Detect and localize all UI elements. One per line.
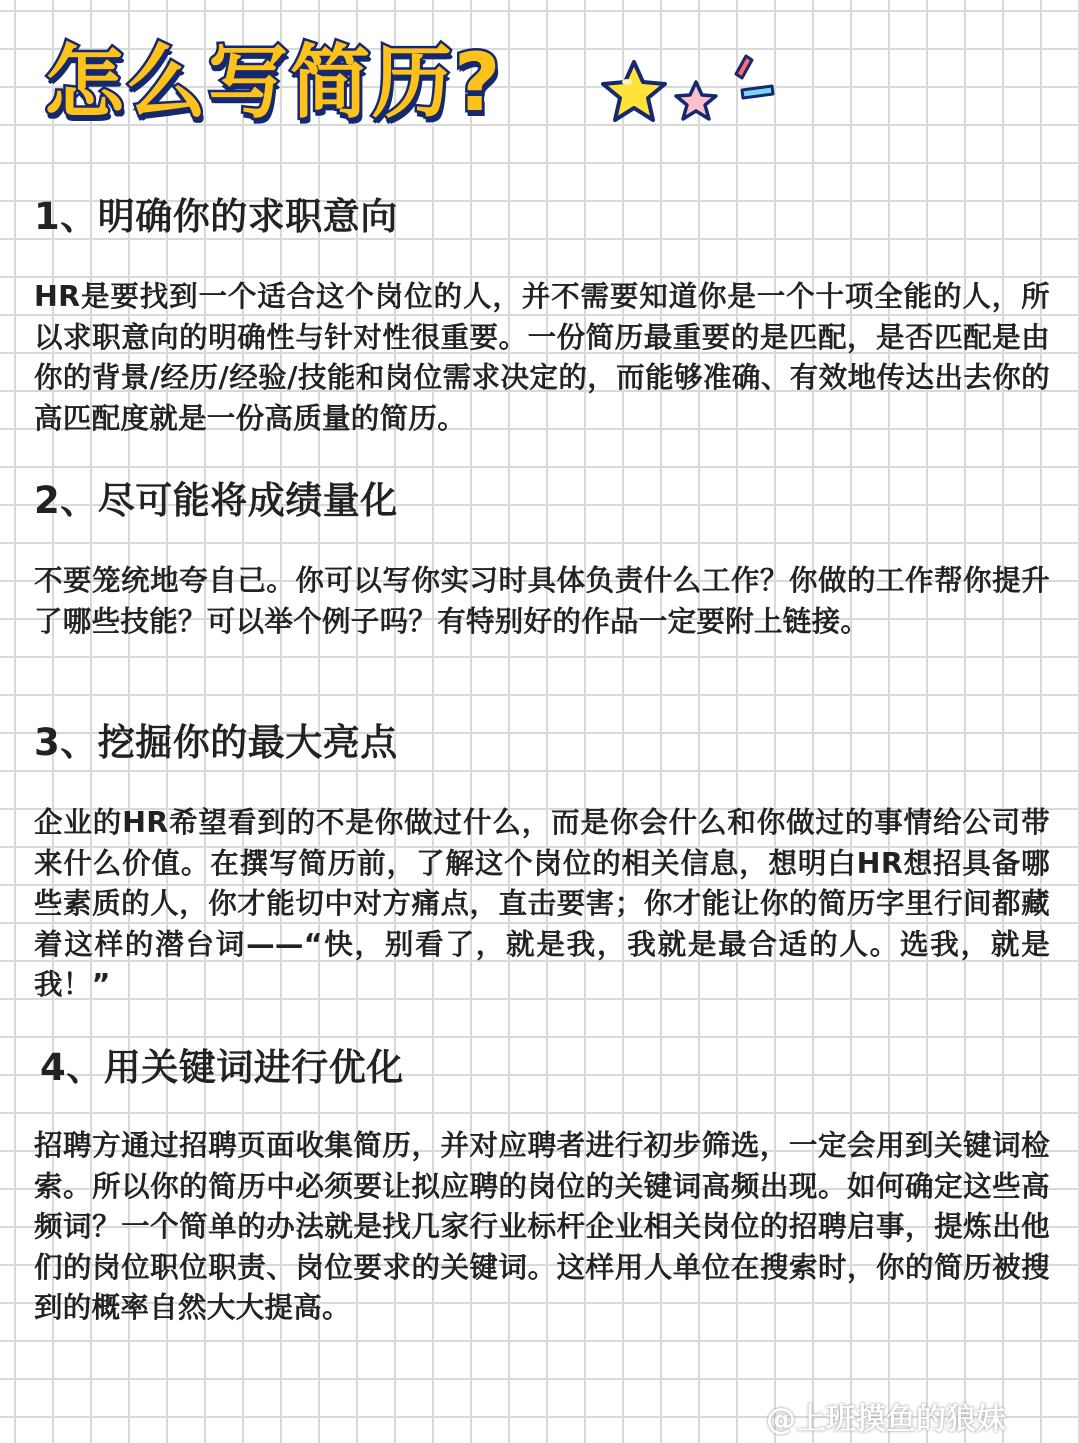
sparkle-icon (736, 56, 773, 98)
section-4 (40, 1044, 1050, 1092)
pink-star-icon (676, 82, 716, 119)
section-heading: 3、挖掘你的最大亮点 (34, 721, 398, 764)
section-1 (34, 193, 1050, 439)
section-heading: 4、用关键词进行优化 (40, 1046, 404, 1089)
section-3 (34, 719, 1050, 1006)
section-heading: 1、明确你的求职意向 (34, 195, 398, 238)
section-body: 不要笼统地夸自己。你可以写你实习时具体负责什么工作？你做的工作帮你提升了哪些技能？可以举个例子吗？有特别好的作品一定要附上链接。 (34, 564, 1050, 638)
page-title: 怎么写简历? (44, 36, 503, 129)
yellow-star-icon (603, 62, 665, 120)
title-banner (44, 28, 604, 148)
section-heading: 2、尽可能将成绩量化 (34, 479, 398, 522)
section-4-body (34, 1126, 1050, 1329)
section-body: 招聘方通过招聘页面收集简历，并对应聘者进行初步筛选，一定会用到关键词检索。所以你的简历中必须要让拟应聘的岗位的关键词高频出现。如何确定这些高频词？一个简单的办法就是找几家行业标杆企业相关岗位的招聘启事，提炼出他们的岗位职位职责、岗位要求的关键词。这样用人单位在搜索时，你的简历被搜到的概率自然大大提高。 (34, 1129, 1050, 1324)
section-body: HR是要找到一个适合这个岗位的人，并不需要知道你是一个十项全能的人，所以求职意向的明确性与针对性很重要。一份简历最重要的是匹配，是否匹配是由你的背景/经历/经验/技能和岗位需求决定的，而能够准确、有效地传达出去你的高匹配度就是一份高质量的简历。 (34, 280, 1050, 435)
author-watermark: @上班摸鱼的狼妹 (766, 1402, 1006, 1437)
section-body: 企业的HR希望看到的不是你做过什么，而是你会什么和你做过的事情给公司带来什么价值。在撰写简历前，了解这个岗位的相关信息，想明白HR想招具备哪些素质的人，你才能切中对方痛点，直击要害；你才能让你的简历字里行间都藏着这样的潜台词——“快，别看了，就是我，我就是最合适的人。选我，就是我！” (34, 806, 1050, 1001)
title-decoration (596, 44, 786, 144)
section-2 (34, 477, 1050, 642)
